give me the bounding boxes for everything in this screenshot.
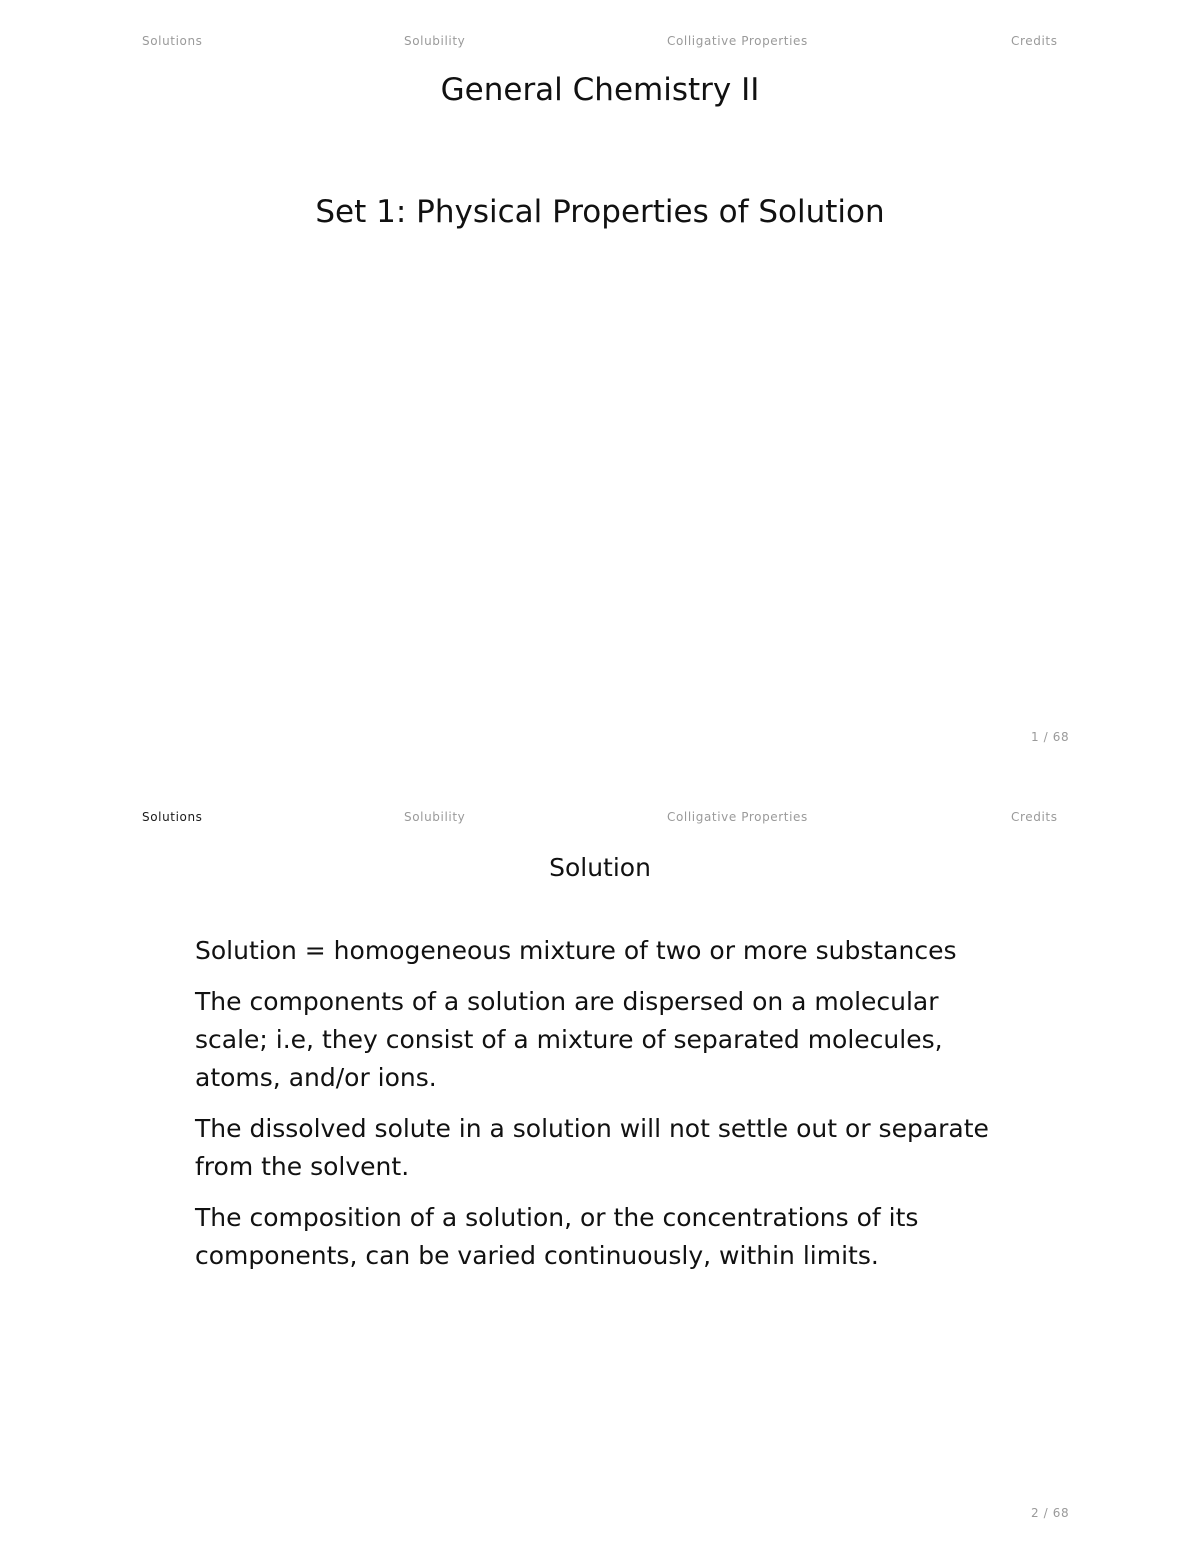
section-nav xyxy=(0,34,1200,52)
page-number: 2 / 68 xyxy=(1031,1506,1070,1520)
nav-link-solubility[interactable]: Solubility xyxy=(404,810,466,824)
page-number: 1 / 68 xyxy=(1031,730,1070,744)
bullet-item: The dissolved solute in a solution will not settle out or separate from the solvent. xyxy=(195,1114,989,1181)
nav-link-colligative-properties[interactable]: Colligative Properties xyxy=(667,810,808,824)
deck-subtitle: Set 1: Physical Properties of Solution xyxy=(315,194,885,230)
bullet-item: Solution = homogeneous mixture of two or more substances xyxy=(195,936,957,965)
slide-title: Solution xyxy=(549,853,651,882)
nav-link-solutions[interactable]: Solutions xyxy=(142,810,203,824)
bullet-item: The composition of a solution, or the concentrations of its components, can be varied continuously, within limits. xyxy=(195,1203,919,1270)
deck-title: General Chemistry II xyxy=(440,72,760,108)
bullet-list xyxy=(195,932,1015,1288)
nav-link-colligative-properties[interactable]: Colligative Properties xyxy=(667,34,808,48)
section-nav xyxy=(0,810,1200,828)
nav-link-credits[interactable]: Credits xyxy=(1011,34,1058,48)
slide-2 xyxy=(0,776,1200,1553)
bullet-item: The components of a solution are dispersed on a molecular scale; i.e, they consist of a mixture of separated molecules, atoms, and/or ions. xyxy=(195,987,943,1092)
slide-1 xyxy=(0,0,1200,776)
nav-link-solutions[interactable]: Solutions xyxy=(142,34,203,48)
nav-link-credits[interactable]: Credits xyxy=(1011,810,1058,824)
nav-link-solubility[interactable]: Solubility xyxy=(404,34,466,48)
